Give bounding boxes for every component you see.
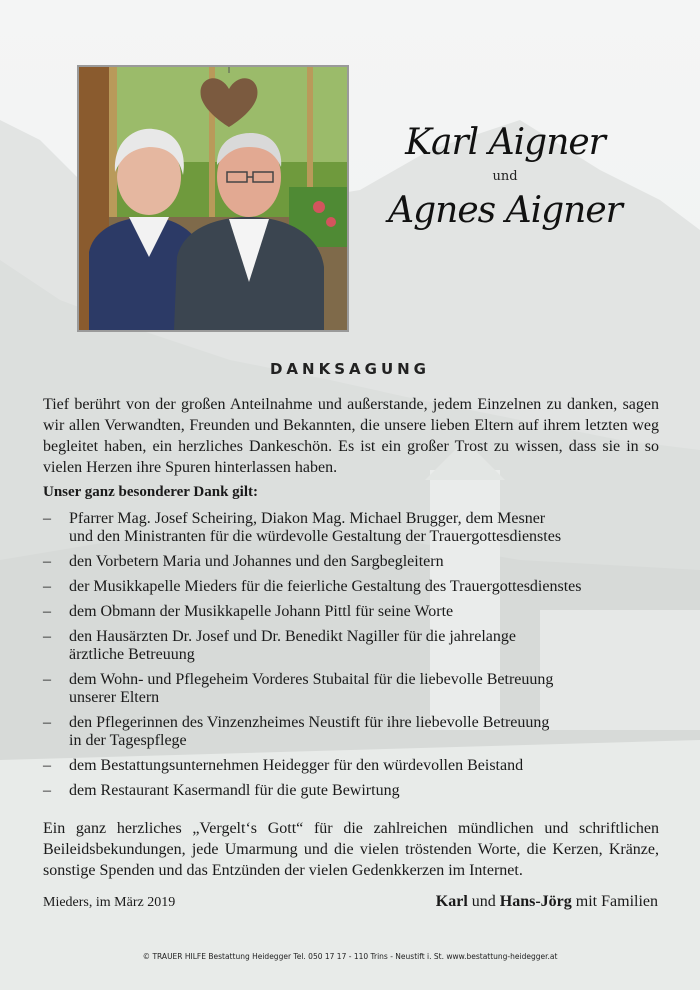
signature-conjunction: und — [471, 893, 496, 910]
names-conjunction: und — [492, 169, 518, 184]
list-item-line1: dem Restaurant Kasermandl für die gute Bewirtung — [69, 782, 400, 799]
list-item-line1: dem Obmann der Musikkapelle Johann Pittl für seine Worte — [69, 603, 454, 620]
signature — [436, 893, 658, 911]
name-agnes-aigner: Agnes Aigner — [388, 190, 622, 231]
list-dash: – — [43, 782, 51, 799]
signature-name-karl: Karl — [435, 893, 468, 910]
place-date: Mieders, im März 2019 — [43, 895, 176, 910]
list-item — [43, 578, 663, 596]
intro-paragraph: Tief berührt von der großen Anteilnahme und außerstande, jedem Einzelnen zu danken, sagen wir allen Verwandten, Freunden und Bekannten, die unsere lieben Eltern auf ihrem letzten weg begleitet haben, ein herzliches Dankeschön. Es ist ein großer Trost zu wissen, dass sie in so vielen Herzen ihre Spuren hinterlassen haben. — [43, 396, 659, 476]
list-item-line1: dem Wohn- und Pflegeheim Vorderes Stubaital für die liebevolle Betreuung — [69, 671, 554, 688]
signature-name-hans-joerg: Hans-Jörg — [499, 893, 572, 910]
list-item — [43, 757, 663, 775]
deceased-names — [380, 122, 630, 232]
list-dash: – — [43, 553, 51, 570]
list-item-line2: unserer Eltern — [69, 689, 160, 706]
heading-danksagung: DANKSAGUNG — [269, 360, 430, 378]
list-dash: – — [43, 714, 51, 731]
list-item-line1: den Vorbetern Maria und Johannes und den Sargbegleitern — [69, 553, 444, 570]
list-dash: – — [43, 628, 51, 645]
list-item — [43, 714, 663, 750]
list-item — [43, 510, 663, 546]
closing-paragraph: Ein ganz herzliches „Vergelt‘s Gott“ für die zahlreichen mündlichen und schriftlichen Beileidsbekundungen, jede Umarmung und die vielen tröstenden Worte, die Kerzen, Kränze, sonstige Spenden und das Entzünden der vielen Gedenkkerzen im Internet. — [43, 820, 659, 879]
name-karl-aigner: Karl Aigner — [405, 122, 605, 163]
list-dash: – — [43, 757, 51, 774]
list-item-line1: Pfarrer Mag. Josef Scheiring, Diakon Mag. Michael Brugger, dem Mesner — [69, 510, 546, 527]
list-item — [43, 603, 663, 621]
list-item — [43, 782, 663, 800]
list-item — [43, 671, 663, 707]
list-item-line1: den Pflegerinnen des Vinzenzheimes Neustift für ihre liebevolle Betreuung — [69, 714, 550, 731]
list-item-line2: und den Ministranten für die würdevolle Gestaltung der Trauergottesdienstes — [69, 528, 562, 545]
list-item — [43, 628, 663, 664]
couple-photo — [77, 65, 349, 332]
list-item-line1: dem Bestattungsunternehmen Heidegger für den würdevollen Beistand — [69, 757, 524, 774]
footer-imprint: © TRAUER HILFE Bestattung Heidegger Tel. 050 17 17 - 110 Trins - Neustift i. St. www.bestattung-heidegger.at — [142, 952, 558, 961]
list-dash: – — [43, 603, 51, 620]
list-dash: – — [43, 671, 51, 688]
list-item-line1: den Hausärzten Dr. Josef und Dr. Benedikt Nagiller für die jahrelange — [69, 628, 516, 645]
thanks-title: Unser ganz besonderer Dank gilt: — [43, 484, 259, 500]
list-item-line2: in der Tagespflege — [69, 732, 187, 749]
list-item-line2: ärztliche Betreuung — [69, 646, 195, 663]
list-dash: – — [43, 578, 51, 595]
list-dash: – — [43, 510, 51, 527]
signature-suffix: mit Familien — [575, 893, 658, 910]
thanks-list — [43, 510, 663, 800]
list-item — [43, 553, 663, 571]
list-item-line1: der Musikkapelle Mieders für die feierliche Gestaltung des Trauergottesdienstes — [69, 578, 582, 595]
